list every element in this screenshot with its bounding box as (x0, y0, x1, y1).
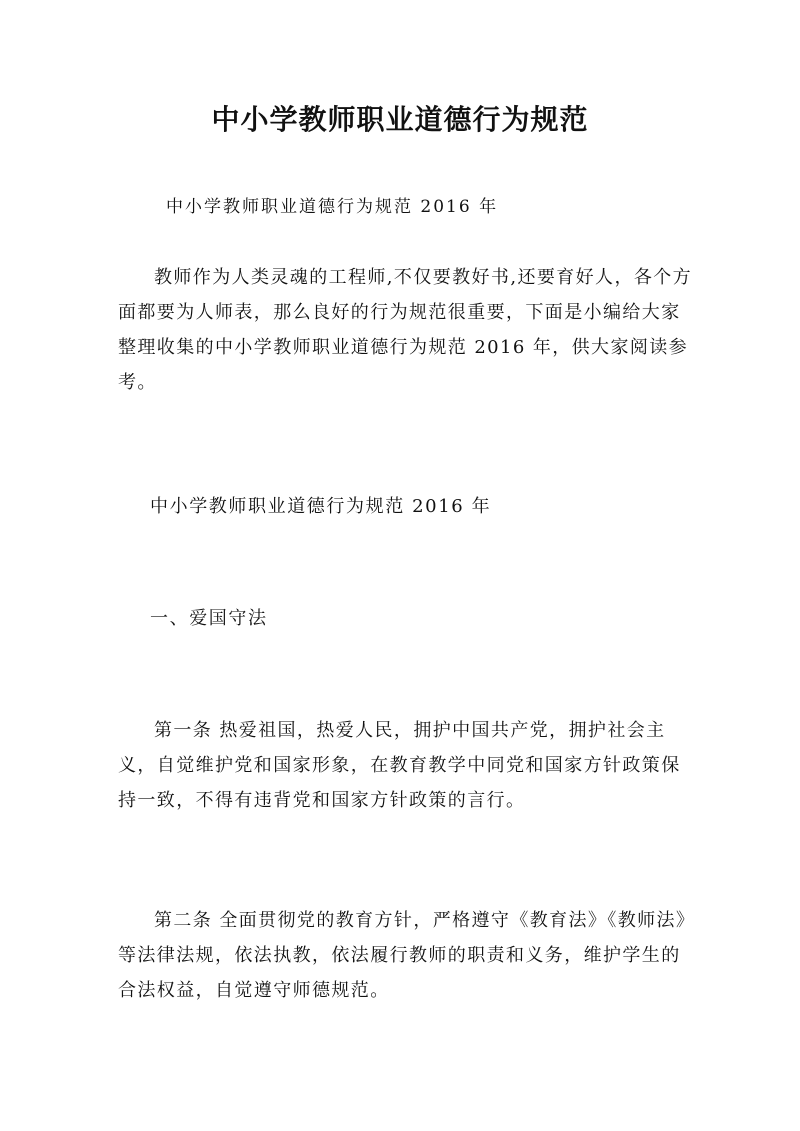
intro-paragraph: 教师作为人类灵魂的工程师,不仅要教好书,还要育好人，各个方面都要为人师表，那么良好的行为规范很重要，下面是小编给大家整理收集的中小学教师职业道德行为规范 2016 年，供大家阅读参考。 (118, 267, 693, 393)
section-heading: 中小学教师职业道德行为规范 2016 年 (150, 496, 492, 517)
chapter-heading: 一、爱国守法 (150, 608, 268, 629)
document-title: 中小学教师职业道德行为规范 (211, 103, 589, 136)
article-paragraph: 第二条 全面贯彻党的教育方针，严格遵守《教育法》《教师法》等法律法规，依法执教，依法履行教师的职责和义务，维护学生的合法权益，自觉遵守师德规范。 (118, 910, 696, 1001)
document-subtitle: 中小学教师职业道德行为规范 2016 年 (166, 197, 499, 217)
article-paragraph: 第一条 热爱祖国，热爱人民，拥护中国共产党，拥护社会主义，自觉维护党和国家形象，在教育教学中同党和国家方针政策保持一致，不得有违背党和国家方针政策的言行。 (118, 720, 681, 811)
